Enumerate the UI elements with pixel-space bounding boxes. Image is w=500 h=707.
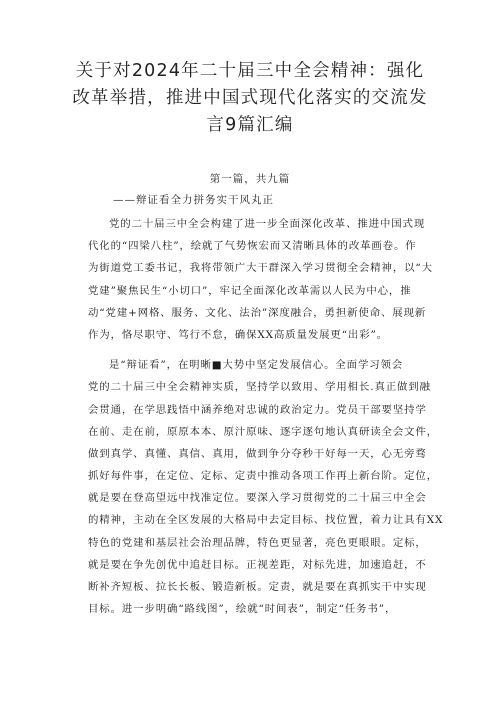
- title-line-3: 言9篇汇编: [206, 115, 294, 135]
- title-line-2: 改革举措，推进中国式现代化落实的交流发: [72, 88, 428, 108]
- paragraph-2-line: 党的二十届三中全会精神实质，坚持学以致用、学用相长.真正做到融: [88, 381, 431, 394]
- paragraph-2-line: 就是要在争先创优中追赶目标。正视差距，对标先进，加速追赶，不: [88, 558, 427, 571]
- paragraph-2-line: 抓好每件事，在定位、定标、定责中推动各项工作再上新台阶。定位，: [88, 470, 439, 483]
- paragraph-spacer: [88, 346, 428, 354]
- body-text: [88, 213, 444, 620]
- paragraph-1-line: 代化的“四梁八柱”，绘就了气势恢宏而又清晰具体的改革画卷。作: [88, 240, 417, 253]
- paragraph-1-line: 为街道党工委书记，我将带领广大干群深入学习贯彻全会精神，以“大: [88, 262, 433, 275]
- paragraph-1-line: 党建”聚焦民生“小切口”，牢记全面深化改革需以人民为中心，推: [88, 284, 412, 297]
- paragraph-2-line: 就是要在登高望远中找准定位。要深入学习贯彻党的二十届三中全会: [88, 492, 427, 505]
- paragraph-1-line: 党的二十届三中全会构建了进一步全面深化改革、推进中国式现: [109, 218, 426, 230]
- paragraph-2-line: 目标。进一步明确“路线图”，绘就“时间表”，制定“任务书”，: [88, 603, 397, 616]
- document-title: [60, 58, 440, 139]
- paragraph-1-line: 作为，恪尽职守、笃行不怠，确保XX高质量发展更“出彩”。: [88, 328, 388, 341]
- paragraph-2-line: 的精神，主动在全区发展的大格局中去定目标、找位置，着力让具有XX: [88, 514, 444, 527]
- title-line-1: 关于对2024年二十届三中全会精神：强化: [75, 61, 425, 81]
- paragraph-1-line: 动“党建+网格、服务、文化、法治”深度融合，勇担新使命、展现新: [88, 306, 427, 319]
- section-subtitle: ——辩证看全力拼务实干风丸正: [113, 194, 274, 206]
- paragraph-2-line: 会贯通，在学思践悟中涵养绝对忠诚的政治定力。党员干部要坚持学: [88, 403, 427, 416]
- paragraph-2-line: 断补齐短板、拉长长板、锻造新板。定责，就是要在真抓实干中实现: [88, 581, 427, 593]
- paragraph-2-line: 做到真学、真懂、真信、真用，做到争分夺秒干好每一天，心无旁骛: [88, 447, 427, 460]
- paragraph-2-line: 在前、走在前，原原本本、原汁原味、逐字逐句地认真研读全会文件，: [88, 425, 439, 438]
- paragraph-2-line: 特色的党建和基层社会治理品牌，特色更显著，亮色更眼眼。定标，: [88, 536, 427, 549]
- paragraph-2-line: 是“辩证看”，在明晰■大势中坚定发展信心。全面学习领会: [109, 359, 404, 372]
- part-heading: 第一篇，共九篇: [209, 173, 291, 185]
